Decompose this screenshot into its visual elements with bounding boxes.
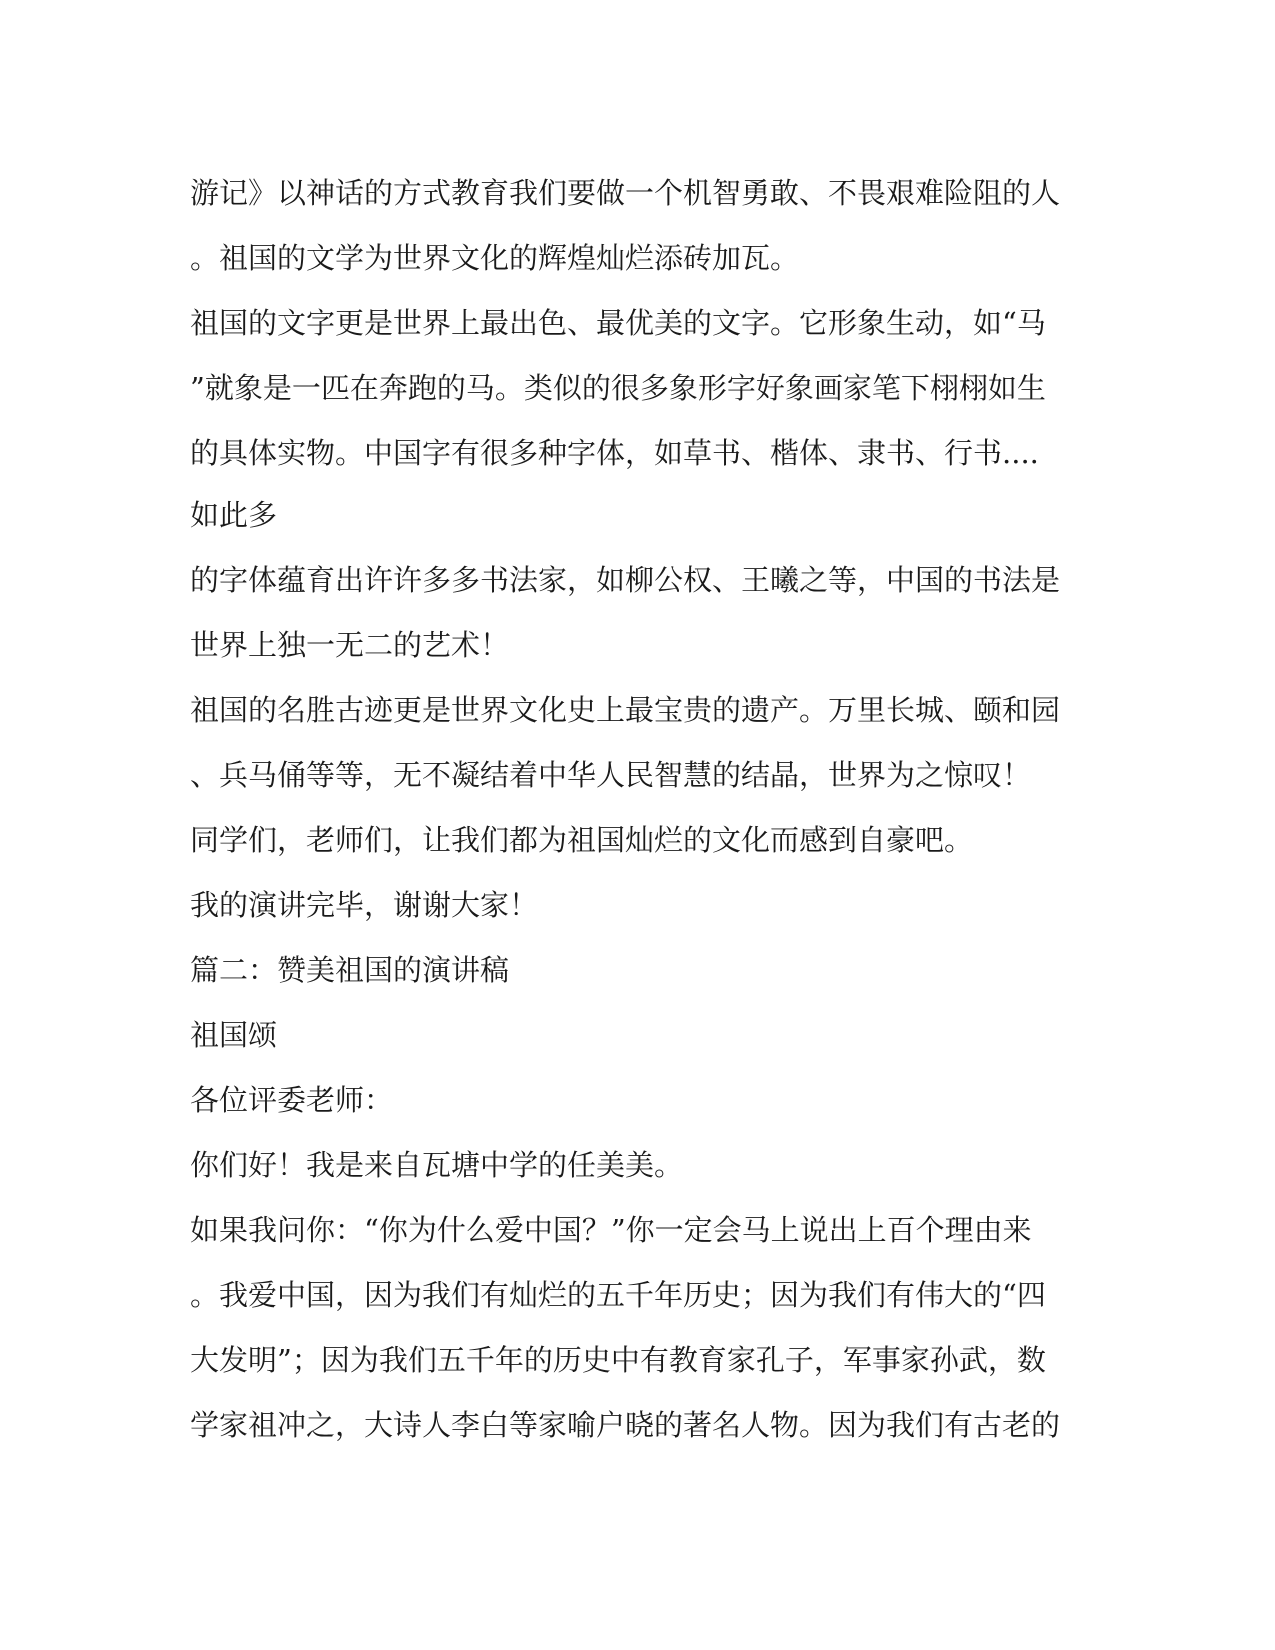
speech-title: 祖国颂 — [190, 1018, 278, 1052]
text-line: 游记》以神话的方式教育我们要做一个机智勇敢、不畏艰难险阻的人 — [190, 176, 1061, 210]
text-line: 我的演讲完毕，谢谢大家！ — [190, 888, 539, 922]
text-line: 同学们，老师们，让我们都为祖国灿烂的文化而感到自豪吧。 — [190, 823, 974, 857]
text-line: 的具体实物。中国字有很多种字体，如草书、楷体、隶书、行书.... — [190, 436, 1039, 470]
salutation: 各位评委老师： — [190, 1083, 394, 1117]
text-line: 祖国的文字更是世界上最出色、最优美的文字。它形象生动，如“马 — [190, 306, 1046, 340]
text-line: 世界上独一无二的艺术！ — [190, 628, 510, 662]
text-line: 。祖国的文学为世界文化的辉煌灿烂添砖加瓦。 — [190, 241, 800, 275]
text-line: 大发明”；因为我们五千年的历史中有教育家孔子，军事家孙武，数 — [190, 1343, 1046, 1377]
text-line: 你们好！我是来自瓦塘中学的任美美。 — [190, 1148, 684, 1182]
text-line: ”就象是一匹在奔跑的马。类似的很多象形字好象画家笔下栩栩如生 — [190, 371, 1046, 405]
text-line: 如果我问你：“你为什么爱中国？”你一定会马上说出上百个理由来 — [190, 1213, 1032, 1247]
text-line: 学家祖冲之，大诗人李白等家喻户晓的著名人物。因为我们有古老的 — [190, 1408, 1061, 1442]
text-line: 如此多 — [190, 498, 278, 532]
text-line: 、兵马俑等等，无不凝结着中华人民智慧的结晶，世界为之惊叹！ — [190, 758, 1032, 792]
section-heading: 篇二：赞美祖国的演讲稿 — [190, 953, 510, 987]
text-line: 的字体蕴育出许许多多书法家，如柳公权、王曦之等，中国的书法是 — [190, 563, 1061, 597]
text-line: 。我爱中国，因为我们有灿烂的五千年历史；因为我们有伟大的“四 — [190, 1278, 1046, 1312]
text-line: 祖国的名胜古迹更是世界文化史上最宝贵的遗产。万里长城、颐和园 — [190, 693, 1061, 727]
